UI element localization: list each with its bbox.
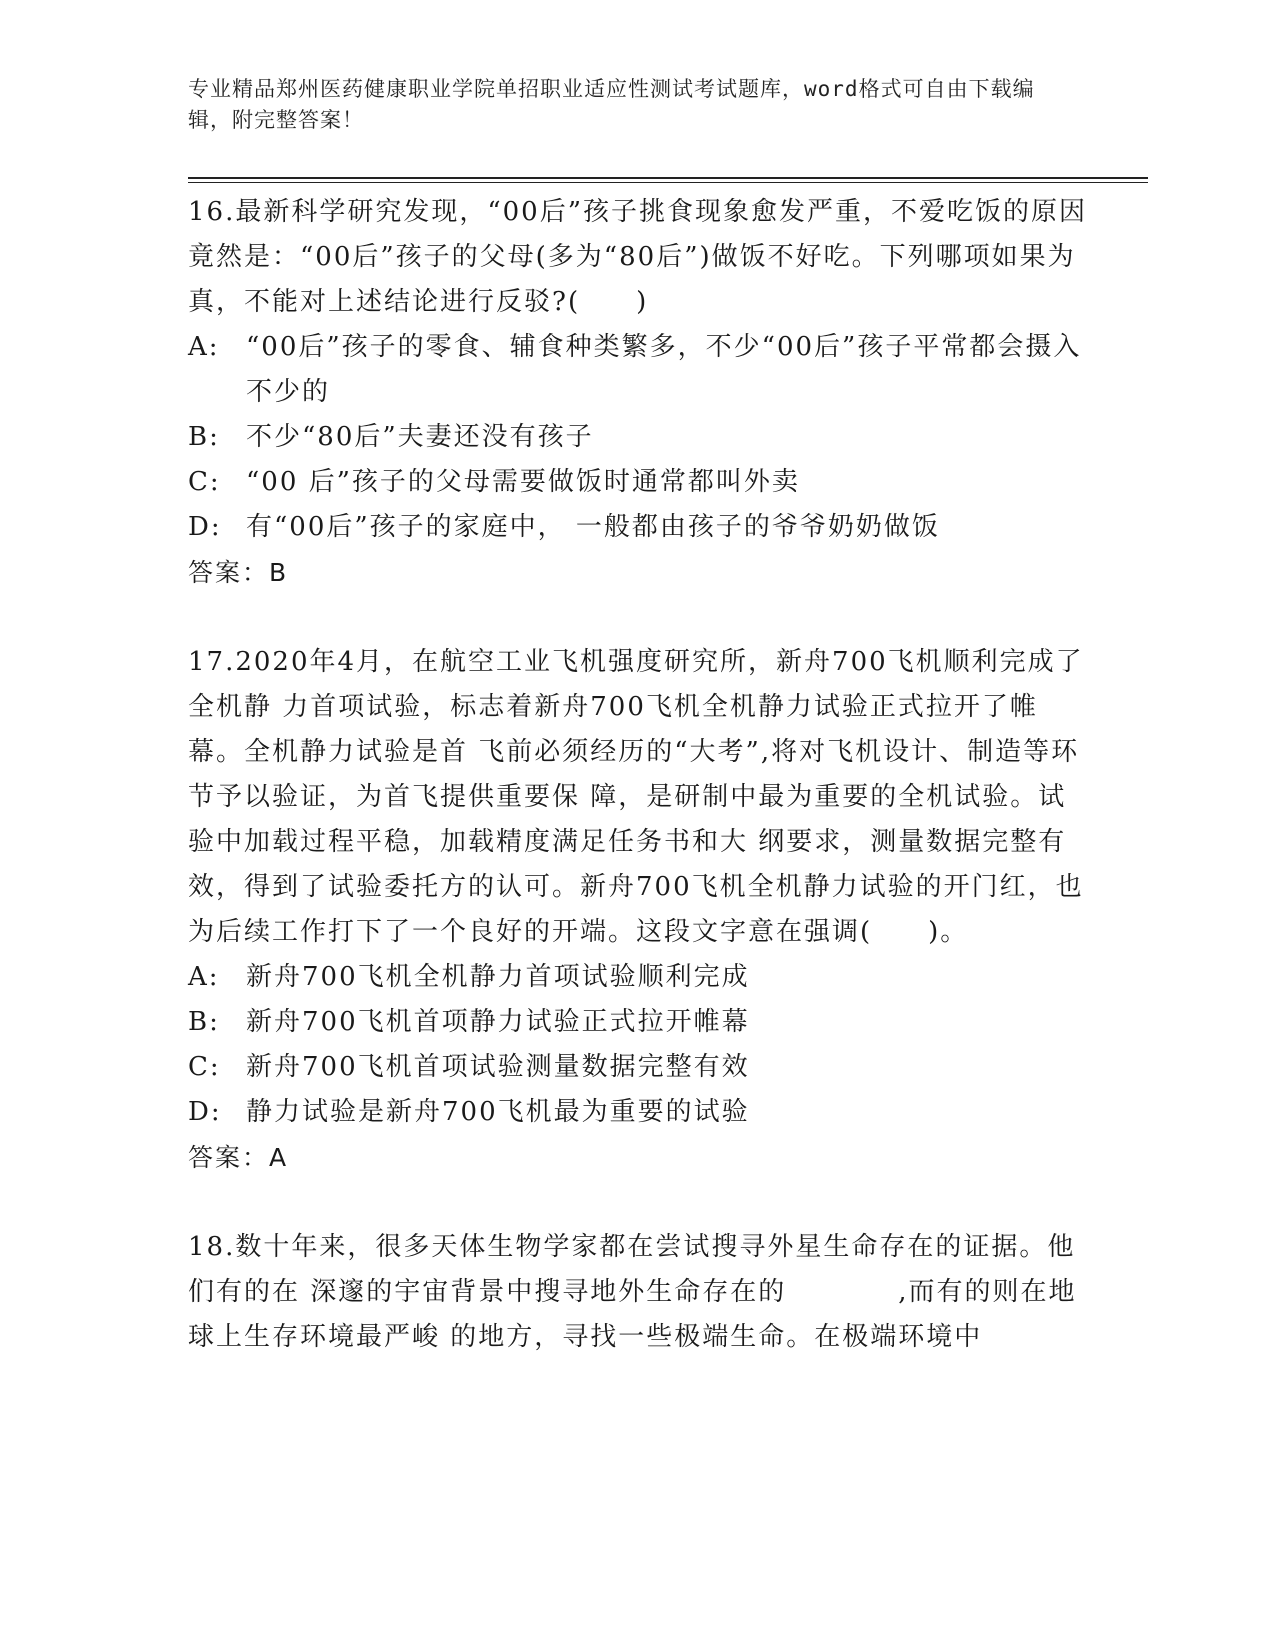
option-key: B: (188, 422, 220, 452)
question-16 (188, 190, 1088, 595)
question-stem: 16.最新科学研究发现，“00后”孩子挑食现象愈发严重，不爱吃饭的原因竟然是：“00后”孩子的父母(多为“80后”)做饭不好吃。下列哪项如果为真，不能对上述结论进行反驳?( ) (188, 197, 1088, 317)
option-c (188, 460, 1088, 505)
option-text: 有“00后”孩子的家庭中， 一般都由孩子的爷爷奶奶做饭 (246, 512, 940, 542)
option-key: A: (188, 962, 220, 992)
option-key: C: (188, 1052, 221, 1082)
answer-line: 答案：A (188, 1143, 289, 1172)
option-a (188, 955, 1088, 1000)
option-key: C: (188, 467, 221, 497)
question-stem: 17.2020年4月，在航空工业飞机强度研究所，新舟700飞机顺利完成了全机静 力首项试验，标志着新舟700飞机全机静力试验正式拉开了帷幕。全机静力试验是首 飞前必须经历的“大考”,将对飞机设计、制造等环节予以验证，为首飞提供重要保 障，是研制中最为重要的全机试验。试验中加载过程平稳，加载精度满足任务书和大 纲要求，测量数据完整有效，得到了试验委托方的认可。新舟700飞机全机静力试验的开门红，也为后续工作打下了一个良好的开端。这段文字意在强调( )。 (188, 647, 1084, 947)
option-key: D: (188, 512, 222, 542)
answer-line: 答案：B (188, 558, 289, 587)
option-d (188, 505, 1088, 550)
question-stem: 18.数十年来，很多天体生物学家都在尝试搜寻外星生命存在的证据。他们有的在 深邃的宇宙背景中搜寻地外生命存在的 ,而有的则在地球上生存环境最严峻 的地方，寻找一些极端生命。在极端环境中 (188, 1232, 1077, 1352)
option-text: 新舟700飞机首项试验测量数据完整有效 (246, 1052, 750, 1082)
option-b (188, 1000, 1088, 1045)
option-c (188, 1045, 1088, 1090)
option-key: A: (188, 332, 220, 362)
option-d (188, 1090, 1088, 1135)
option-key: B: (188, 1007, 220, 1037)
header-divider-thick (188, 177, 1148, 179)
option-a (188, 325, 1088, 415)
option-text: 静力试验是新舟700飞机最为重要的试验 (246, 1097, 750, 1127)
option-text: 新舟700飞机全机静力首项试验顺利完成 (246, 962, 750, 992)
question-list (188, 190, 1088, 1405)
option-text: 新舟700飞机首项静力试验正式拉开帷幕 (246, 1007, 750, 1037)
header-divider-thin (188, 182, 1148, 183)
option-key: D: (188, 1097, 222, 1127)
option-b (188, 415, 1088, 460)
option-text: “00后”孩子的零食、辅食种类繁多，不少“00后”孩子平常都会摄入不少的 (246, 332, 1082, 407)
page-header: 专业精品郑州医药健康职业学院单招职业适应性测试考试题库，word格式可自由下载编辑，附完整答案！ (188, 77, 1035, 132)
question-17 (188, 640, 1088, 1180)
option-text: “00 后”孩子的父母需要做饭时通常都叫外卖 (246, 467, 800, 497)
question-18 (188, 1225, 1088, 1360)
option-text: 不少“80后”夫妻还没有孩子 (246, 422, 594, 452)
